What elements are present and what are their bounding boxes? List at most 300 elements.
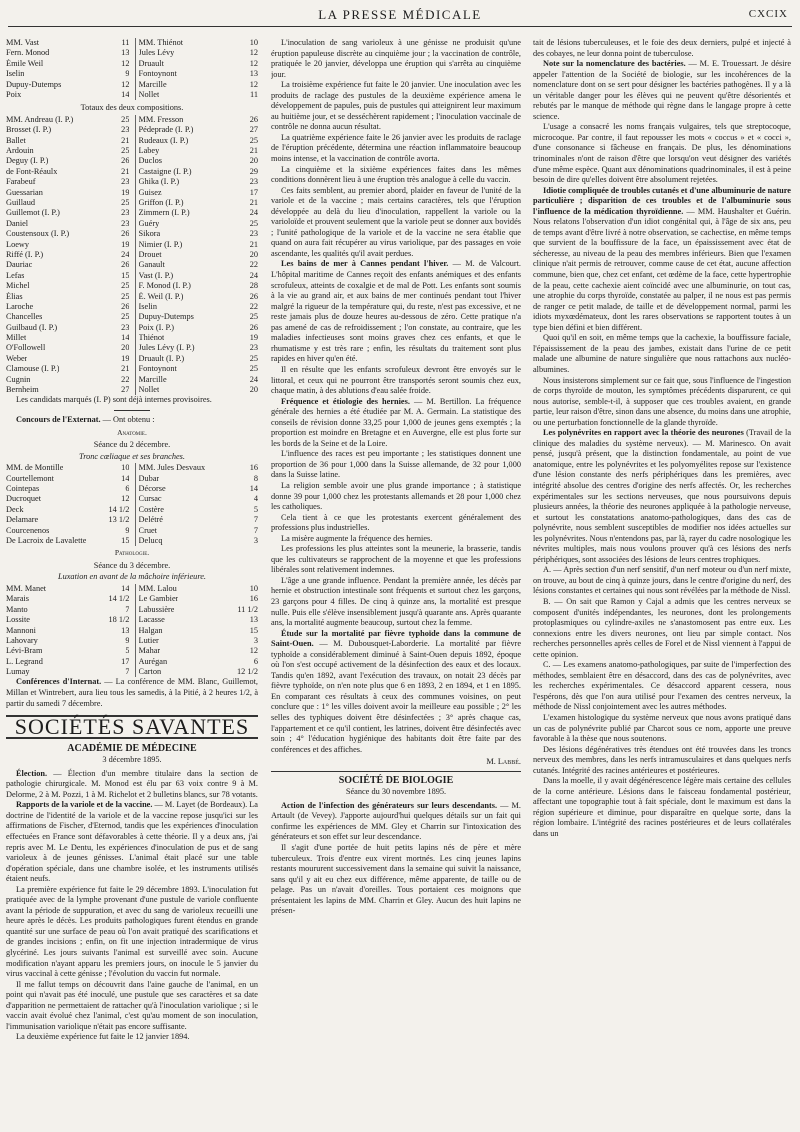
name-row [139, 188, 258, 198]
column-1 [6, 38, 258, 1120]
name-row [6, 80, 129, 90]
candidate-name: Dupuy-Dutemps [6, 79, 62, 89]
candidate-score: 13 [121, 625, 130, 635]
name-row [6, 343, 129, 353]
candidate-score: 14 [121, 333, 130, 343]
seance-date-2: Séance du 3 décembre. [93, 560, 171, 570]
paragraph: L'usage a consacré les noms français vulgaires, tels que streptocoque, microcoque. Par contre, il faut repousser les mots « coccus » et « cocci », d'une consonance si fâcheuse en français. De plus, les dénominations trinominales n'ont de raison d'être que lorsqu'on veut désigner des variétés d'une même espèce. Quant aux dénominations quadrinominales, il est à peine besoin de dire qu'elles doivent être absolument rejetées. [533, 122, 791, 185]
candidate-score: 26 [121, 156, 130, 166]
candidate-name: Brosset (I. P.) [6, 125, 52, 135]
candidate-name: O'Followell [6, 343, 46, 353]
header-rule [8, 26, 792, 27]
candidates-note: Les candidats marqués (I. P) sont déjà internes provisoires. [16, 395, 212, 405]
name-row [6, 605, 129, 615]
societes-savantes-heading: SOCIÉTÉS SAVANTES [6, 715, 258, 739]
candidate-name: Riffé (I. P.) [6, 249, 44, 259]
candidate-score: 12 [249, 48, 258, 58]
candidate-name: Jules Lévy [138, 48, 175, 58]
candidate-score: 25 [249, 364, 258, 374]
name-row [6, 250, 129, 260]
name-row [139, 281, 258, 291]
candidate-name: Michel [6, 281, 30, 291]
name-row [139, 667, 258, 677]
concours-title: Concours de l'Externat. [16, 414, 101, 424]
name-row [6, 385, 129, 395]
candidate-name: Castaigne (I. P.) [138, 166, 192, 176]
name-row [139, 615, 258, 625]
name-row [6, 188, 129, 198]
candidate-name: Deguy (I. P.) [6, 156, 49, 166]
candidate-name: Le Gambier [138, 594, 179, 604]
name-row [6, 69, 129, 79]
action-title: Action de l'infection des générateurs sur leurs descendants. [281, 800, 498, 810]
totals-title: Totaux des deux compositions. [80, 103, 184, 113]
candidate-score: 7 [253, 515, 258, 525]
candidate-score: 12 [249, 79, 258, 89]
name-row [139, 526, 258, 536]
candidate-score: 23 [121, 125, 130, 135]
candidate-score: 17 [249, 187, 258, 197]
candidate-name: Poix [6, 89, 22, 99]
name-row [139, 115, 258, 125]
exam-question-2: Luxation en avant de la mâchoire inférieure. [57, 572, 206, 582]
name-row [139, 80, 258, 90]
candidate-name: Mahar [138, 646, 161, 656]
column-3 [533, 38, 791, 1120]
name-row [139, 333, 258, 343]
paragraph: La misère augmente la fréquence des hernies. [281, 533, 433, 543]
candidate-score: 12 [121, 79, 130, 89]
candidate-name: Thiénot [138, 333, 165, 343]
candidate-score: 27 [121, 385, 130, 395]
candidate-name: Bernheim [6, 385, 39, 395]
name-row [6, 167, 129, 177]
rapports-title: Rapports de la variole et de la vaccine. [16, 800, 153, 810]
name-row [6, 48, 129, 58]
candidate-name: Loewy [6, 239, 30, 249]
concours-sub: — Ont obtenu : [102, 414, 155, 424]
paragraph: B. — On sait que Ramon y Cajal a admis que les centres nerveux se composent d'unités indépendantes, les neurones, dont les prolongements protoplasmiques ou cylindre-axiles ne s'anastomosent pas entre eux. Les connexions entre les divers neurones, ont lieu par simple contact. Nos recherches personnelles après celles de Forel et de Nissl viennent à l'appui de cette opinion. [533, 596, 791, 659]
name-row [6, 323, 129, 333]
candidate-name: Nimier (I. P.) [138, 239, 183, 249]
conferences-title: Conférences d'Internat. [16, 677, 102, 687]
name-row [6, 260, 129, 270]
candidate-score: 21 [249, 198, 258, 208]
paragraph: Ces faits semblent, au premier abord, plaider en faveur de l'unité de la variole et de la vaccine ; mais certains caractères, tels que l'éruption développée au delà du lieu d'inoculation, rappellent la variole ou la varioloïde et prouvent seulement que la variole peut se donner aux bovidés ; l'unité pathologique de la variole et de la vaccine ne sera établie que quand on aura fait récupérer au virus variolique, par des passages en voie ascendante, les qualités qu'il avait perdues. [271, 185, 521, 258]
candidate-score: 14 1/2 [108, 504, 130, 514]
candidate-name: Lossite [6, 615, 30, 625]
candidate-name: Fontoynont [138, 364, 177, 374]
name-row [139, 125, 258, 135]
name-row [6, 657, 129, 667]
name-row [139, 59, 258, 69]
candidate-name: Deck [6, 504, 24, 514]
paragraph: La deuxième expérience fut faite le 12 janvier 1894. [16, 1032, 190, 1042]
candidate-score: 20 [249, 249, 258, 259]
candidate-name: Manto [6, 604, 28, 614]
candidate-score: 5 [125, 646, 130, 656]
candidate-score: 6 [253, 656, 258, 666]
name-row [139, 229, 258, 239]
name-row [6, 292, 129, 302]
candidate-name: De Lacroix de Lavalette [6, 535, 87, 545]
note-title: Note sur la nomenclature des bactéries. [543, 59, 686, 69]
name-row [139, 292, 258, 302]
idiotie-title: Idiotie compliquée de troubles cutanés et d'une albuminurie de nature particulière ; disparition de ces troubles et de l'albuminurie sous l'influence de la médication thyroïdienne. [533, 185, 791, 216]
candidate-score: 22 [121, 374, 130, 384]
name-row [139, 594, 258, 604]
candidate-score: 23 [121, 218, 130, 228]
candidate-name: Lutier [138, 635, 159, 645]
candidate-name: Ducroquet [6, 494, 42, 504]
candidate-score: 9 [125, 635, 130, 645]
name-row [6, 115, 129, 125]
candidate-score: 26 [121, 301, 130, 311]
election-title: Élection. [16, 768, 48, 778]
candidate-score: 25 [249, 135, 258, 145]
name-row [139, 354, 258, 364]
candidate-name: Courtellemont [6, 473, 54, 483]
candidate-score: 14 [249, 483, 258, 493]
results-list-1 [6, 38, 258, 100]
candidate-score: 16 [249, 594, 258, 604]
names-column-left [6, 463, 129, 546]
societe-biologie-date: Séance du 30 novembre 1895. [345, 787, 447, 797]
candidate-name: Émile Weil [6, 58, 44, 68]
candidate-name: Ballet [6, 135, 26, 145]
candidate-score: 17 [121, 656, 130, 666]
candidate-name: Marcille [138, 79, 167, 89]
name-row [6, 38, 129, 48]
names-column-left [6, 584, 129, 678]
rapports-text: — M. Layet (de Bordeaux). La doctrine de l'identité de la variole et de la vaccine repose jusqu'ici sur les affirmations de Fischer, d'Eternod, tandis que les expériences d'inoculation effectuées en France sont défavorables à cette théorie. Il y a deux ans, j'ai repris avec M. Le Dentu, les expériences d'inoculation de pus et de sang varioleux à de jeunes génisses. L'animal était placé sur une table d'opération spéciale, dans une chambre isolée, et les instruments utilisés étaient neufs. [6, 800, 258, 884]
name-row [6, 536, 129, 546]
paragraph: C. — Les examens anatomo-pathologiques, par suite de l'imperfection des méthodes, semblaient être en désaccord, dans des cas de polynévrites, avec les recherches expérimentales. Ce désaccord apparent cessera, nous l'espérons, dès que l'on aura utilisé pour l'examen des centres nerveux, la méthode de Nissl conjointement avec les autres méthodes. [533, 660, 791, 712]
candidate-score: 3 [253, 535, 258, 545]
bains-title: Les bains de mer à Cannes pendant l'hiver. [281, 259, 449, 269]
candidate-score: 14 1/2 [108, 594, 130, 604]
name-row [139, 375, 258, 385]
academie-heading: ACADÉMIE DE MÉDECINE [67, 742, 197, 754]
candidate-name: MM. Thiénot [138, 38, 184, 47]
candidate-score: 25 [121, 281, 130, 291]
candidate-score: 24 [249, 374, 258, 384]
candidate-score: 19 [249, 333, 258, 343]
name-row [6, 526, 129, 536]
action-text: — M. Artault (de Vevey). J'apporte aujourd'hui quelques détails sur un fait qui confirme les expériences de MM. Gley et Charrin sur l'intoxication des générateurs et son effet sur leur descendance. [271, 800, 521, 842]
candidate-name: Fontoynont [138, 69, 177, 79]
candidate-name: Ghika (I. P.) [138, 177, 180, 187]
note-paragraph [533, 59, 791, 122]
candidate-name: Cruet [138, 525, 157, 535]
candidate-score: 9 [125, 525, 130, 535]
candidate-name: F. Monod (I. P.) [138, 281, 191, 291]
name-row [6, 364, 129, 374]
paragraph: Il en résulte que les enfants scrofuleux devront être envoyés sur le littoral, et ceux qui ne pourront être transportés seront soumis chez eux, chaque matin, à des ablutions d'eau salée froide. [271, 364, 521, 396]
paragraph: A. — Après section d'un nerf sensitif, d'un nerf moteur ou d'un nerf mixte, on trouve, au bout de cinq à quinze jours, dans le centre d'origine du nerf, des lésions constantes et certaines qui nous sont révélées par la méthode de Nissl. [533, 565, 791, 596]
candidate-score: 4 [253, 494, 258, 504]
name-row [6, 177, 129, 187]
journal-title: LA PRESSE MÉDICALE [318, 7, 482, 22]
name-row [6, 281, 129, 291]
candidate-name: Delétré [138, 515, 163, 525]
candidate-score: 8 [253, 473, 258, 483]
candidate-name: Sikora [138, 229, 161, 239]
name-row [139, 136, 258, 146]
candidate-score: 23 [121, 208, 130, 218]
hernies-text: — M. Bertillon. La fréquence générale des hernies a été étudiée par M. A. Germain. La statistique des conseils de révision donne 33,25 pour 1,000 de jeunes gens exemptés ; la proportion est moindre en Bretagne et en Auvergne, elle est plus forte sur les bords de la Seine et de la Loire. [271, 396, 521, 448]
note-text: — M. E. Trouessart. Je désire appeler l'attention de la Société de biologie, sur les incohérences de la nomenclature dont on se sert pour désigner les bactéries pathogènes. Il y a là un véritable danger pour les élèves qui ne peuvent qu'être désorientés et rebutés par le manque de méthode qui règne dans le langage propre à cette science. [533, 59, 791, 121]
exam-question-1: Tronc cœliaque et ses branches. [79, 451, 185, 461]
candidate-score: 25 [121, 291, 130, 301]
name-row [139, 146, 258, 156]
candidate-name: Guéry [138, 218, 160, 228]
candidate-name: MM. Lalou [138, 583, 177, 593]
candidate-score: 21 [249, 239, 258, 249]
names-column-left [6, 38, 129, 100]
anatomie-heading: Anatomie. [117, 427, 147, 437]
name-row [139, 463, 258, 473]
rapports-paragraph [6, 800, 258, 884]
paragraph: La troisième expérience fut faite le 20 janvier. Une inoculation avec les produits de raclage des pustules de la deuxième expérience amena le développement de papules, puis de pustules qui atteignirent leur maximum au huitième jour, et se desséchèrent rapidement ; l'inoculation vaccinale de contrôle ne donna aucun résultat. [271, 80, 521, 132]
name-row [139, 198, 258, 208]
paragraph: La première expérience fut faite le 29 décembre 1893. L'inoculation fut pratiquée avec de la lymphe provenant d'une pustule de variole confluente avant la période de suppuration, et avec du sang de varioleux recueilli une heure après le décès. Les produits pathologiques furent étendus en grande quantité sur une surface de peau où l'on avait pratiqué des scarifications et de grandes incisions ; enfin, on fit une injection intradermique de virus glycériné. Les jours suivants l'animal est surveillé avec soin. Aucune modification n'ayant apparu les premiers jours, on inocule le 5 janvier du virus vaccinal à cette génisse ; l'évolution du vaccin fut normale. [6, 884, 258, 979]
candidate-name: Carton [138, 667, 162, 677]
name-row [139, 474, 258, 484]
election-paragraph [6, 769, 258, 801]
name-row [139, 343, 258, 353]
candidate-name: MM. de Montille [6, 463, 64, 473]
name-row [139, 167, 258, 177]
candidate-name: Guisez [138, 187, 162, 197]
name-row [139, 250, 258, 260]
candidate-name: Cugnin [6, 374, 31, 384]
names-column-right [135, 463, 258, 546]
name-row [6, 156, 129, 166]
candidate-name: Nollet [138, 385, 160, 395]
paragraph: Il me fallut temps on découvrit dans l'aine gauche de l'animal, en un point qui n'avait pas été inoculé, une pustule que ses caractères et sa date d'apparition ne permettaient de rattacher qu'à l'inoculation variolique ; si le vaccin avait évolué chez l'animal, c'est qu'au moment de son inoculation, l'immunisation variolique n'était pas encore suffisante. [6, 979, 258, 1031]
candidate-score: 14 [121, 473, 130, 483]
candidate-score: 12 [249, 58, 258, 68]
candidate-name: Ganault [138, 260, 165, 270]
candidate-score: 5 [253, 504, 258, 514]
candidate-name: Clamouse (I. P.) [6, 364, 60, 374]
candidate-name: Labey [138, 146, 160, 156]
candidate-score: 18 1/2 [108, 615, 130, 625]
name-row [139, 271, 258, 281]
candidate-name: Lacasse [138, 615, 165, 625]
name-row [139, 657, 258, 667]
candidate-score: 12 [121, 494, 130, 504]
candidate-name: Courcenenos [6, 525, 50, 535]
candidate-score: 21 [249, 146, 258, 156]
candidate-score: 15 [249, 625, 258, 635]
candidate-name: Iselin [138, 301, 157, 311]
candidate-score: 12 1/2 [237, 667, 258, 677]
name-row [139, 156, 258, 166]
name-row [139, 38, 258, 48]
candidate-name: Marcille [138, 374, 167, 384]
name-row [6, 667, 129, 677]
candidate-score: 29 [249, 166, 258, 176]
candidate-name: MM. Vast [6, 38, 40, 47]
candidate-name: de Font-Réaulx [6, 166, 58, 176]
candidate-score: 11 [250, 89, 258, 99]
candidate-score: 13 [249, 69, 258, 79]
candidate-score: 24 [249, 208, 258, 218]
candidate-score: 24 [121, 249, 130, 259]
candidate-score: 12 [249, 646, 258, 656]
candidate-score: 14 [121, 583, 130, 593]
candidate-score: 25 [249, 218, 258, 228]
name-row [6, 302, 129, 312]
candidate-name: Élias [6, 291, 23, 301]
name-row [139, 494, 258, 504]
column-2 [271, 38, 521, 1120]
name-row [139, 48, 258, 58]
candidate-name: Costère [138, 504, 164, 514]
candidate-name: Delamare [6, 515, 39, 525]
candidate-name: Pédeprade (I. P.) [138, 125, 194, 135]
candidate-score: 27 [249, 125, 258, 135]
candidate-score: 15 [121, 535, 130, 545]
candidate-score: 21 [121, 166, 130, 176]
candidate-name: Marais [6, 594, 30, 604]
name-row [139, 69, 258, 79]
candidate-name: MM. Andreau (I. P.) [6, 114, 74, 124]
candidate-score: 7 [125, 604, 130, 614]
name-row [6, 354, 129, 364]
name-row [6, 312, 129, 322]
name-row [6, 594, 129, 604]
candidate-score: 28 [249, 281, 258, 291]
candidate-name: Laroche [6, 301, 34, 311]
candidate-score: 11 1/2 [237, 604, 258, 614]
paragraph: Les professions les plus atteintes sont la meunerie, la brasserie, tandis que les cultivateurs se rapprochent de la moyenne et que les professions libérales sont relativement indemnes. [271, 544, 521, 575]
names-column-right [135, 38, 258, 100]
candidate-score: 13 [249, 615, 258, 625]
paragraph: L'examen histologique du système nerveux que nous avons pratiqué dans un cas de polynévrite publié par Charcot sous ce nom, apporte une preuve favorable à la thèse que nous soutenons. [533, 713, 791, 744]
name-row [6, 505, 129, 515]
candidate-score: 20 [249, 156, 258, 166]
name-row [6, 636, 129, 646]
candidate-name: Griffon (I. P.) [138, 198, 184, 208]
candidate-name: Cointepas [6, 483, 40, 493]
candidate-name: MM. Jules Desvaux [138, 463, 206, 473]
paragraph: La quatrième expérience faite le 26 janvier avec les produits de raclage de l'éruption précédente, détermina une réaction inflammatoire beaucoup moins intense, et la vaccination de contrôle avorta. [271, 132, 521, 164]
candidate-score: 22 [249, 260, 258, 270]
candidate-name: L. Legrand [6, 656, 43, 666]
name-row [6, 584, 129, 594]
name-row [6, 198, 129, 208]
paragraph: Dans la moelle, il y avait dégénérescence légère mais certaine des cellules de la corne antérieure. Lésions dans le faisceau fondamental postérieur, affectant une topographie tout à fait spéciale, dont le maximum est dans la région supérieure et diminue, pour disparaître en quelque sorte, dans la région lombaire. L'intégrité des racines postérieures et de leurs collatérales dans un [533, 776, 791, 839]
candidate-name: MM. Manet [6, 583, 47, 593]
idiotie-paragraph [533, 186, 791, 334]
name-row [139, 505, 258, 515]
candidate-name: Cursac [138, 494, 162, 504]
name-row [139, 90, 258, 100]
bains-paragraph [271, 259, 521, 364]
candidate-score: 7 [253, 525, 258, 535]
hernies-title: Fréquence et étiologie des hernies. [281, 396, 410, 406]
candidate-name: Guessarian [6, 187, 43, 197]
candidate-score: 22 [249, 301, 258, 311]
candidate-score: 20 [249, 385, 258, 395]
names-column-left [6, 115, 129, 396]
candidate-score: 11 [121, 38, 130, 47]
name-row [6, 646, 129, 656]
candidate-score: 3 [253, 635, 258, 645]
candidate-name: Lévi-Bram [6, 646, 43, 656]
name-row [6, 484, 129, 494]
name-row [139, 312, 258, 322]
candidate-score: 9 [125, 69, 130, 79]
names-column-right [135, 584, 258, 678]
candidate-score: 7 [125, 667, 130, 677]
candidate-score: 25 [121, 198, 130, 208]
name-row [139, 177, 258, 187]
candidate-name: Dubar [138, 473, 160, 483]
candidate-name: Lahovary [6, 635, 38, 645]
fievre-paragraph [271, 629, 521, 756]
candidate-score: 13 [121, 48, 130, 58]
candidate-name: Iselin [6, 69, 25, 79]
candidate-score: 19 [121, 353, 130, 363]
signature: M. Labbé. [486, 757, 521, 767]
name-row [6, 615, 129, 625]
election-text: — Élection d'un membre titulaire dans la section de pathologie chirurgicale. M. Monod est élu par 63 voix contre 9 à M. Delorme, 2 à M. Pozzi, 1 à M. Richelot et 2 bulletins blancs, sur 78 votants. [6, 768, 258, 799]
candidate-name: É. Weil (I. P.) [138, 291, 184, 301]
name-row [139, 584, 258, 594]
candidate-name: Druault (I. P.) [138, 353, 185, 363]
candidate-name: Halgan [138, 625, 163, 635]
candidate-name: Coustensoux (I. P.) [6, 229, 70, 239]
polynevrites-text: (Travail de la clinique des maladies du système nerveux). — M. Marinesco. On avait pensé, jusqu'à présent, que la distinction fondamentale, au point de vue anatomique, entre les polynévrites et les polyomyélites repose sur l'existence d'une lésion constante des nerfs périphériques dans les premières, avec intégrité absolue des centres d'origine des nerfs affectés. Or, les recherches expérimentales sur les sections nerveuses, que nous poursuivons depuis plusieurs années, la théorie des neurones appliquée à la pathologie nerveuse, et surtout les constatations anatomo-pathologiques, dans des cas de polynévrite, nous semblent susceptibles de modifier nos idées actuelles sur les polynévrites. Nous n'entendons pas, par là, rayer du cadre nosologique les névrites multiples, mais nous voulons prouver qu'à ces lésions des nerfs périphériques, sont associées des lésions de leurs centres trophiques. [533, 428, 791, 564]
candidate-score: 20 [121, 343, 130, 353]
name-row [139, 605, 258, 615]
candidate-score: 23 [249, 177, 258, 187]
candidate-score: 25 [121, 146, 130, 156]
hernies-paragraph [271, 397, 521, 450]
name-row [6, 219, 129, 229]
candidate-name: Dauriac [6, 260, 33, 270]
candidate-name: Delucq [138, 535, 163, 545]
paragraph: L'âge a une grande influence. Pendant la première année, les décès par hernie et obstruction intestinale sont fréquents et surtout chez les garçons, 23 garçons pour 4 filles. De cinq à quinze ans, la mortalité est presque nulle. Puis elle s'élève insensiblement jusqu'à quarante ans. Après quarante ans, la mortalité augmente beaucoup, surtout chez la femme. [271, 575, 521, 628]
name-row [6, 240, 129, 250]
candidate-score: 19 [121, 187, 130, 197]
name-row [6, 333, 129, 343]
paragraph: Quoi qu'il en soit, en même temps que la cachexie, la bouffissure faciale, l'épaississement de la peau des jambes, existait dans l'urine de ce petit malade une albumine de nature singulière que nous rattachons aux nucléo-albumines. [533, 333, 791, 374]
candidate-score: 21 [121, 135, 130, 145]
candidate-name: Zimmern (I. P.) [138, 208, 190, 218]
candidate-name: Rudeaux (I. P.) [138, 135, 189, 145]
candidate-score: 24 [249, 270, 258, 280]
candidate-name: MM. Fresson [138, 114, 184, 124]
fievre-title: Étude sur la mortalité par fièvre typhoïde dans la commune de Saint-Ouen. [271, 628, 521, 649]
candidate-name: Farabeuf [6, 177, 36, 187]
name-row [6, 271, 129, 281]
candidate-score: 14 [121, 89, 130, 99]
candidate-score: 25 [121, 312, 130, 322]
separator [114, 410, 150, 411]
name-row [139, 385, 258, 395]
action-paragraph [271, 801, 521, 843]
candidate-score: 6 [125, 483, 130, 493]
bains-text: — M. de Valcourt. L'hôpital maritime de Cannes reçoit des enfants anémiques et des enfants scrofuleux, atteints de coxalgie et de mal de Pott. Les enfants sont soumis à la vie au grand air, et aux bains de mer continués pendant tout l'hiver malgré la rigueur de la température qui, du reste, n'est pas excessive, et ne reste jamais plus de douze heures au-dessous de zéro. Cette pratique n'a pas amené de cas de refroidissement ; l'on constate, au contraire, que les maladies infectieuses sont moins graves chez ces enfants, et que le rhumatisme y est très rare ; enfin, les résultats du traitement sont plus rapides en hiver qu'en été. [271, 259, 521, 364]
candidate-score: 13 1/2 [108, 515, 130, 525]
candidate-score: 25 [249, 353, 258, 363]
name-row [139, 515, 258, 525]
